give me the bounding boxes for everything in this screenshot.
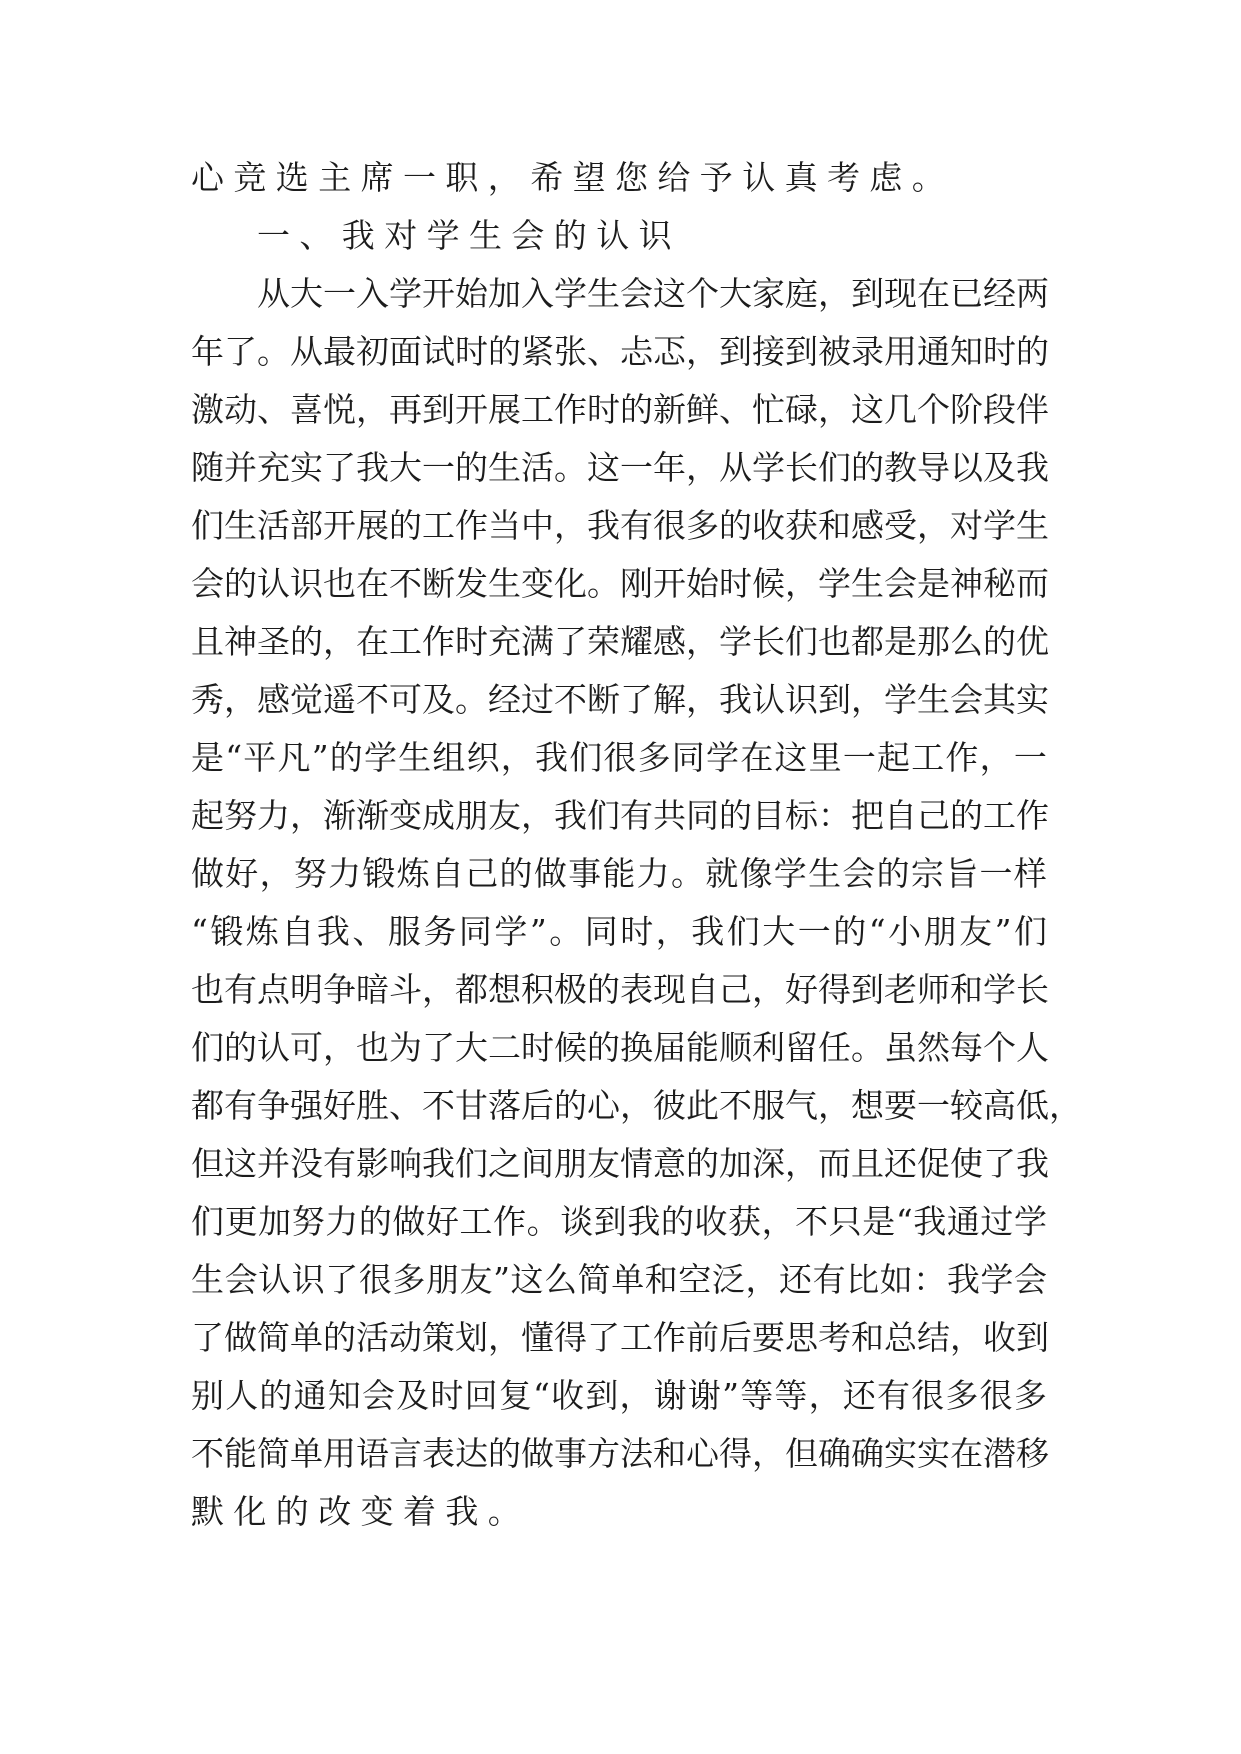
text-line: 别 人 的 通 知 会 及 时 回 复 “ 收 到 ， 谢 谢 ” 等 等 ， 还 有 很 多 很 多 (191, 1376, 1047, 1415)
text-line: 们 更 加 努 力 的 做 好 工 作 。 谈 到 我 的 收 获 ， 不 只 是 “ 我 通 过 学 (191, 1202, 1047, 1241)
text-line: 心竞选主席一职，希望您给予认真考虑。 (191, 158, 955, 197)
text-line: 秀 ， 感 觉 遥 不 可 及 。 经 过 不 断 了 解 ， 我 认 识 到 ， 学 生 会 其 实 (191, 680, 1049, 719)
text-line: “ 锻 炼 自 我 、 服 务 同 学 ” 。 同 时 ， 我 们 大 一 的 “ 小 朋 友 ” 们 (191, 912, 1047, 951)
text-line: 年 了 。 从 最 初 面 试 时 的 紧 张 、 忐 忑 ， 到 接 到 被 录 用 通 知 时 的 (191, 332, 1049, 371)
text-line: 们 生 活 部 开 展 的 工 作 当 中 ， 我 有 很 多 的 收 获 和 感 受 ， 对 学 生 (191, 506, 1049, 545)
section-heading: 一、我对学生会的认识 (257, 216, 681, 255)
text-line: 都 有 争 强 好 胜 、 不 甘 落 后 的 心 ， 彼 此 不 服 气 ， 想 要 一 较 高 低 ， (191, 1086, 1082, 1125)
text-line: 生 会 认 识 了 很 多 朋 友 ” 这 么 简 单 和 空 泛 ， 还 有 比 如 ： 我 学 会 (191, 1260, 1047, 1299)
text-line: 了 做 简 单 的 活 动 策 划 ， 懂 得 了 工 作 前 后 要 思 考 和 总 结 ， 收 到 (191, 1318, 1049, 1357)
text-line: 是 “ 平 凡 ” 的 学 生 组 织 ， 我 们 很 多 同 学 在 这 里 一 起 工 作 ， 一 (191, 738, 1047, 777)
text-line: 默化的改变着我。 (191, 1492, 531, 1531)
text-line: 们 的 认 可 ， 也 为 了 大 二 时 候 的 换 届 能 顺 利 留 任 。 虽 然 每 个 人 (191, 1028, 1049, 1067)
text-line: 随 并 充 实 了 我 大 一 的 生 活 。 这 一 年 ， 从 学 长 们 的 教 导 以 及 我 (191, 448, 1049, 487)
body-text (191, 149, 1082, 1541)
text-line: 起 努 力 ， 渐 渐 变 成 朋 友 ， 我 们 有 共 同 的 目 标 ： 把 自 己 的 工 作 (191, 796, 1049, 835)
text-line: 会 的 认 识 也 在 不 断 发 生 变 化 。 刚 开 始 时 候 ， 学 生 会 是 神 秘 而 (191, 564, 1049, 603)
text-line: 不 能 简 单 用 语 言 表 达 的 做 事 方 法 和 心 得 ， 但 确 确 实 实 在 潜 移 (191, 1434, 1049, 1473)
text-line: 也 有 点 明 争 暗 斗 ， 都 想 积 极 的 表 现 自 己 ， 好 得 到 老 师 和 学 长 (191, 970, 1049, 1009)
text-line: 但 这 并 没 有 影 响 我 们 之 间 朋 友 情 意 的 加 深 ， 而 且 还 促 使 了 我 (191, 1144, 1049, 1183)
text-line: 激 动 、 喜 悦 ， 再 到 开 展 工 作 时 的 新 鲜 、 忙 碌 ， 这 几 个 阶 段 伴 (191, 390, 1049, 429)
text-line: 且 神 圣 的 ， 在 工 作 时 充 满 了 荣 耀 感 ， 学 长 们 也 都 是 那 么 的 优 (191, 622, 1049, 661)
text-line: 从 大 一 入 学 开 始 加 入 学 生 会 这 个 大 家 庭 ， 到 现 在 已 经 两 (257, 274, 1049, 313)
text-line: 做 好 ， 努 力 锻 炼 自 己 的 做 事 能 力 。 就 像 学 生 会 的 宗 旨 一 样 (191, 854, 1047, 893)
